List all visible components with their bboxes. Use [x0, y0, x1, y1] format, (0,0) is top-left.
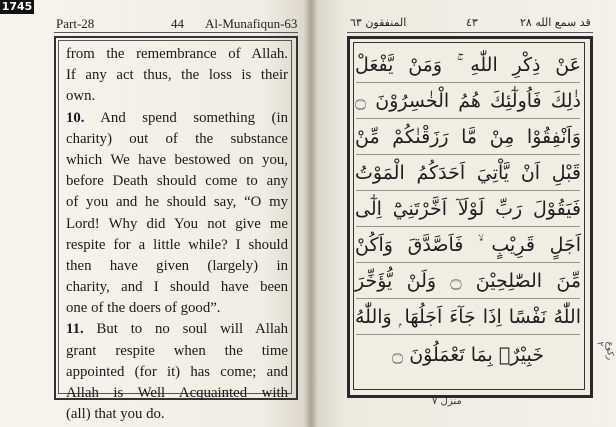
translation-line: charity) out of the substance — [66, 130, 288, 147]
arabic-line-rule — [356, 154, 580, 155]
translation-line: grant respite when the time — [66, 342, 288, 359]
translation-line: one of the doers of good”. — [66, 300, 221, 317]
verse-number: 10. — [66, 109, 85, 126]
arabic-line: وَاَنْفِقُوْا مِنْ مَّا رَزَقْنٰكُمْ مِّنْ — [355, 126, 581, 148]
right-header-page-number: ٤٣ — [466, 16, 478, 29]
right-footer-manzil: منزل ٧ — [432, 396, 462, 407]
arabic-line: ذٰلِكَ فَاُولٰٓئِكَ هُمُ الْخٰسِرُوْنَ ۝ — [355, 90, 581, 112]
arabic-line: اَجَلٍ قَرِيْبٍ ۙ فَاَصَّدَّقَ وَاَكُنْ — [355, 234, 581, 256]
left-header-rule — [54, 32, 298, 33]
translation-line-verse-11: 11. But to no soul will Allah — [66, 321, 288, 338]
translation-line: (all) that you do. — [66, 406, 165, 423]
page-badge: 1745 — [1, 0, 33, 13]
arabic-line-rule — [356, 190, 580, 191]
right-header-part: قد سمع الله ٢٨ — [520, 16, 591, 29]
translation-line-verse-10: 10. And spend something (in — [66, 109, 288, 126]
arabic-line: قَبْلِ اَنْ يَّاْتِيَ اَحَدَكُمُ الْمَوْتُ — [355, 162, 581, 184]
book-spine — [304, 0, 318, 427]
arabic-line: فَيَقُوْلَ رَبِّ لَوْلَآ اَخَّرْتَنِيْٓ اِلٰٓى — [355, 198, 581, 220]
right-header-surah: المنفقون ٦٣ — [350, 16, 407, 29]
arabic-line: مِّنَ الصّٰلِحِيْنَ ۝ وَلَنْ يُّؤَخِّرَ — [355, 270, 581, 292]
arabic-line-rule — [356, 82, 580, 83]
translation-line: from the remembrance of Allah. — [66, 46, 288, 62]
translation-line: Allah is Well Acquainted with — [66, 385, 288, 401]
arabic-line-rule — [356, 226, 580, 227]
translation-line: of you and he should say, “O my — [66, 194, 288, 211]
left-header-part: Part-28 — [56, 16, 95, 31]
right-header-rule — [347, 32, 593, 33]
translation-line: before Death should come to any — [66, 173, 288, 190]
arabic-line: خَبِيْرٌۢ بِمَا تَعْمَلُوْنَ ۝ — [392, 344, 544, 366]
arabic-line: اللّٰهُ نَفْسًا اِذَا جَآءَ اَجَلُهَا ۭ وَاللّٰهُ — [355, 306, 581, 328]
translation-line: Lord! Why did You not give me — [66, 215, 288, 232]
translation-line: own. — [66, 88, 96, 105]
translation-line: which We have bestowed on you, — [66, 151, 288, 168]
arabic-line-rule — [356, 298, 580, 299]
arabic-line-rule — [356, 334, 580, 335]
translation-line: charity, and I should have been — [66, 279, 288, 296]
left-header-surah: Al-Munafiqun-63 — [205, 16, 298, 31]
translation-text — [66, 44, 288, 425]
arabic-line: عَنْ ذِكْرِ اللّٰهِ ۚ وَمَنْ يَّفْعَلْ — [355, 54, 581, 76]
right-margin-ruku: ركوع ٢ — [594, 341, 615, 361]
translation-line: If any act thus, the loss is their — [66, 67, 288, 84]
translation-line: respite for a little while? I should — [66, 236, 288, 253]
arabic-line-rule — [356, 262, 580, 263]
verse-number: 11. — [66, 321, 84, 338]
left-header-page-number: 44 — [171, 16, 184, 31]
translation-line: then have given (largely) in — [66, 257, 288, 274]
arabic-line-rule — [356, 118, 580, 119]
translation-line: appointed (for it) has come; and — [66, 363, 288, 380]
